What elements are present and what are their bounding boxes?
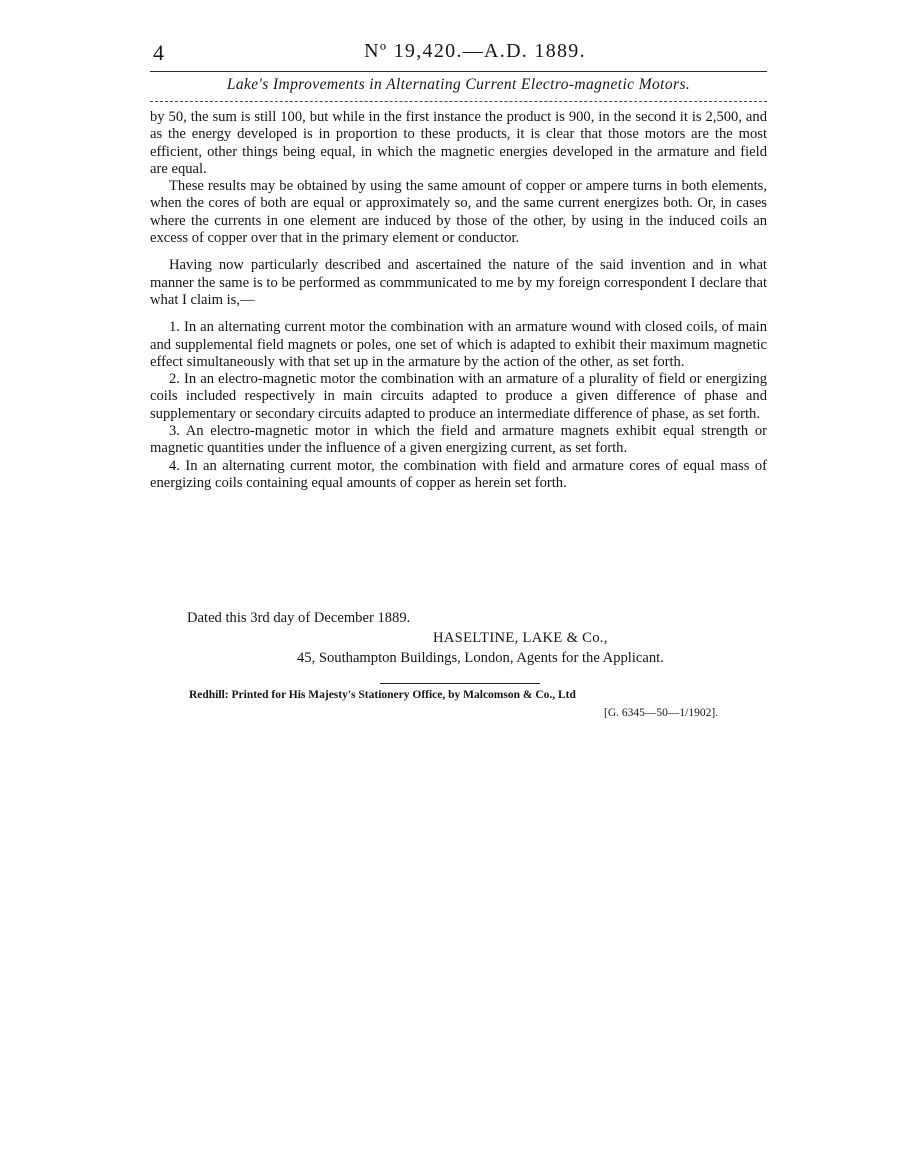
signatory-address: 45, Southampton Buildings, London, Agents for the Applicant. <box>297 650 664 666</box>
page-header <box>150 40 770 66</box>
patent-number: Nº 19,420.—A.D. 1889. <box>364 40 586 62</box>
claim-1: 1. In an alternating current motor the combination with an armature wound with closed coils, of main and supplemental field magnets or poles, one set of which is adapted to exhibit their maximum magnetic effect simultaneously with that set up in the armature by the action of the other, as set forth. <box>150 319 767 370</box>
header-rule <box>150 71 767 72</box>
paragraph-results: These results may be obtained by using the same amount of copper or ampere turns in both elements, when the cores of both are equal or approximately so, and the same current energizes both. Or, in cases where the currents in one element are induced by those of the other, by using in the induced coils an excess of copper over that in the primary element or conductor. <box>150 178 767 247</box>
running-title: Lake's Improvements in Alternating Current Electro-magnetic Motors. <box>226 76 691 93</box>
printer-imprint: Redhill: Printed for His Majesty's Stationery Office, by Malcomson & Co., Ltd <box>189 689 576 701</box>
claim-2: 2. In an electro-magnetic motor the combination with an armature of a plurality of field or energizing coils included respectively in main circuits adapted to produce a given difference of phase and supplementary or secondary circuits adapted to produce an intermediate difference of phase, as set forth. <box>150 371 767 422</box>
paragraph-declaration: Having now particularly described and ascertained the nature of the said invention and in what manner the same is to be performed as commmunicated to me by my foreign correspondent I declare that what I claim is,— <box>150 257 767 308</box>
page-number: 4 <box>153 40 164 65</box>
dated-line: Dated this 3rd day of December 1889. <box>187 610 411 626</box>
imprint-rule <box>380 683 540 684</box>
claim-3: 3. An electro-magnetic motor in which the field and armature magnets exhibit equal strength or magnetic quantities under the influence of a given energizing current, as set forth. <box>150 423 767 457</box>
paragraph-continuation: by 50, the sum is still 100, but while in the first instance the product is 900, in the second it is 2,500, and as the energy developed is in proportion to these products, it is clear that those motors are the most efficient, other things being equal, in which the magnetic energies developed in the armature and field are equal. <box>150 109 767 177</box>
title-rule <box>150 101 767 102</box>
claim-4: 4. In an alternating current motor, the combination with field and armature cores of equal mass of energizing coils containing equal amounts of copper as herein set forth. <box>150 457 767 491</box>
signatory-name: HASELTINE, LAKE & Co., <box>433 630 608 646</box>
print-reference: [G. 6345—50—1/1902]. <box>604 707 719 719</box>
body-text <box>150 109 767 492</box>
